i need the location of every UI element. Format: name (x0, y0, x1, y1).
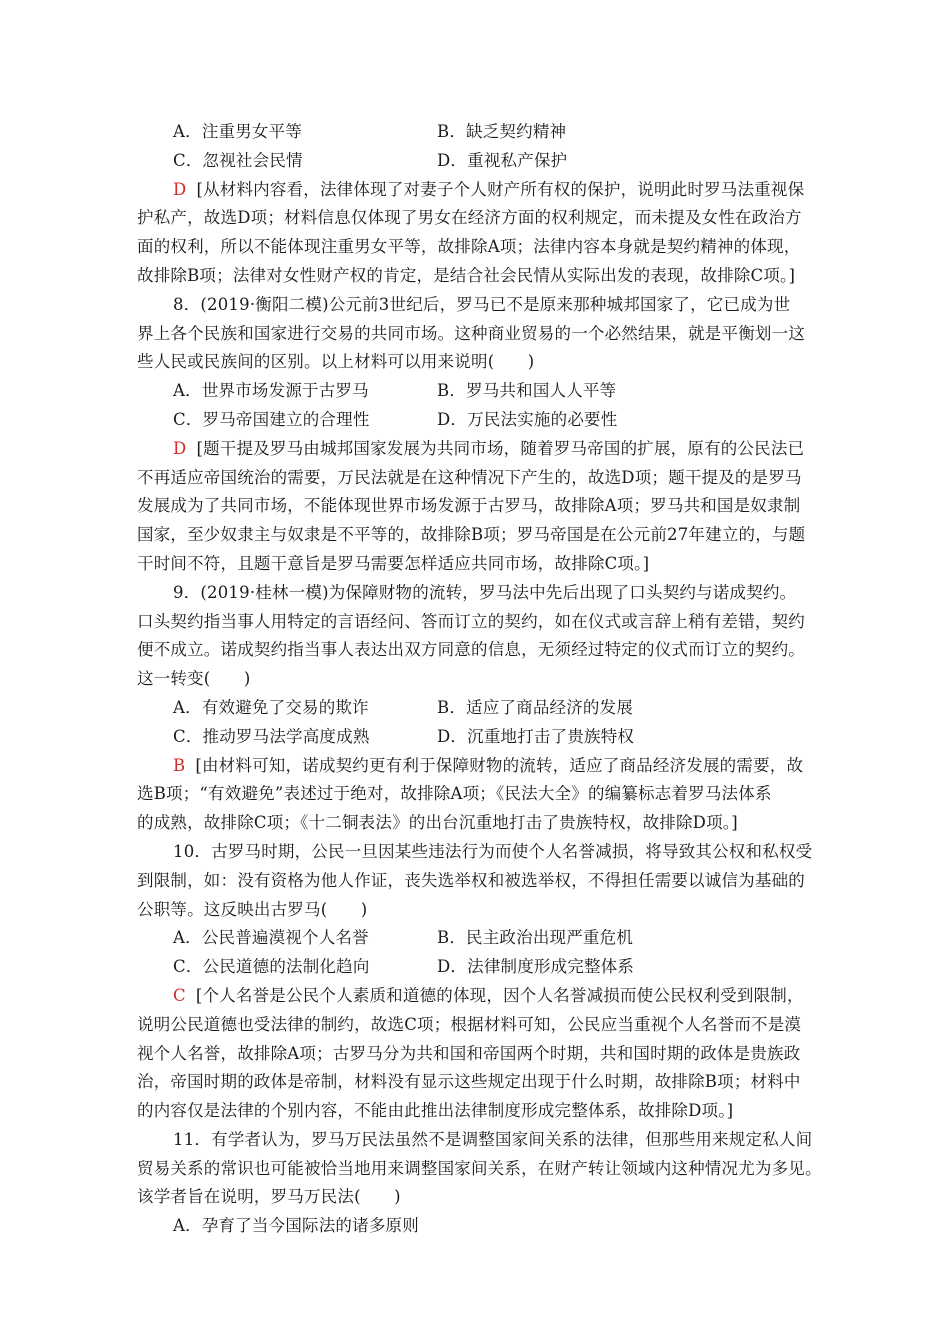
q11-stem-line-2: 贸易关系的常识也可能被恰当地用来调整国家间关系，在财产转让领域内这种情况尤为多见。 (137, 1158, 822, 1178)
q8-option-c: C．罗马帝国建立的合理性 (173, 409, 370, 429)
q8-option-a: A．世界市场发源于古罗马 (173, 381, 369, 401)
q7-explanation-line-1: D [从材料内容看，法律体现了对妻子个人财产所有权的保护，说明此时罗马法重视保 (173, 179, 805, 199)
q10-explanation-line-2: 说明公民道德也受法律的制约，故选C项；根据材料可知，公民应当重视个人名誉而不是漠 (137, 1014, 802, 1034)
q8-stem-line-1: 8．(2019·衡阳二模)公元前3世纪后，罗马已不是原来那种城邦国家了，它已成为世 (173, 294, 791, 314)
q7-options-row-2 (137, 147, 817, 176)
q9-explanation-line-1: B [由材料可知，诺成契约更有利于保障财物的流转，适应了商品经济发展的需要，故 (173, 755, 804, 775)
q10-explanation-line-4: 治，帝国时期的政体是帝制，材料没有显示这些规定出现于什么时期，故排除B项；材料中 (137, 1072, 801, 1092)
q8-explanation-line-5: 干时间不符，且题干意旨是罗马需要怎样适应共同市场，故排除C项。] (137, 553, 650, 573)
q10-options-row-2 (137, 953, 817, 982)
q11-option-a: A．孕育了当今国际法的诸多原则 (173, 1216, 419, 1236)
q9-stem-line-2: 口头契约指当事人用特定的言语经问、答而订立的契约，如在仪式或言辞上稍有差错，契约 (137, 611, 805, 631)
q9-option-a: A．有效避免了交易的欺诈 (173, 697, 369, 717)
q10-explanation-line-1: C [个人名誉是公民个人素质和道德的体现，因个人名誉减损而使公民权利受到限制， (173, 985, 804, 1005)
q10-stem-line-1: 10．古罗马时期，公民一旦因某些违法行为而使个人名誉减损，将导致其公权和私权受 (173, 841, 813, 861)
q10-option-a: A．公民普遍漠视个人名誉 (173, 928, 369, 948)
q11-options-row-1 (137, 1212, 817, 1241)
q10-answer: C (173, 985, 186, 1005)
q10-stem-line-3: 公职等。这反映出古罗马( ) (137, 899, 368, 919)
q8-stem-line-3: 些人民或民族间的区别。以上材料可以用来说明( ) (137, 352, 535, 372)
q8-options-row-2 (137, 406, 817, 435)
q7-option-a: A．注重男女平等 (173, 122, 303, 141)
q8-explanation-line-3: 发展成为了共同市场，不能体现世界市场发源于古罗马，故排除A项；罗马共和国是奴隶制 (137, 496, 801, 516)
q11-stem-line-3: 该学者旨在说明，罗马万民法( ) (137, 1187, 401, 1207)
q9-option-d: D．沉重地打击了贵族特权 (437, 726, 635, 746)
q9-explanation-line-3: 的成熟，故排除C项；《十二铜表法》的出台沉重地打击了贵族特权，故排除D项。] (137, 813, 738, 833)
q7-answer: D (173, 179, 187, 199)
q7-explanation-line-2: 护私产，故选D项；材料信息仅体现了男女在经济方面的权利规定，而未提及女性在政治方 (137, 208, 802, 228)
q9-answer: B (173, 755, 186, 775)
q8-explanation-line-2: 不再适应帝国统治的需要，万民法就是在这种情况下产生的，故选D项；题干提及的是罗马 (137, 467, 802, 487)
q10-option-b: B．民主政治出现严重危机 (437, 928, 634, 948)
q8-stem-line-2: 界上各个民族和国家进行交易的共同市场。这种商业贸易的一个必然结果，就是平衡划一这 (137, 323, 805, 343)
q10-explanation-line-3: 视个人名誉，故排除A项；古罗马分为共和国和帝国两个时期，共和国时期的政体是贵族政 (137, 1043, 801, 1063)
q9-explanation-line-2: 选B项；“有效避免”表述过于绝对，故排除A项；《民法大全》的编纂标志着罗马法体系 (137, 784, 772, 804)
q9-options-row-2 (137, 723, 817, 752)
q10-option-c: C．公民道德的法制化趋向 (173, 957, 370, 977)
q9-option-b: B．适应了商品经济的发展 (437, 697, 634, 717)
q9-options-row-1 (137, 694, 817, 723)
q9-stem-line-1: 9．(2019·桂林一模)为保障财物的流转，罗马法中先后出现了口头契约与诺成契约。 (173, 582, 797, 602)
q8-option-b: B．罗马共和国人人平等 (437, 381, 617, 401)
q11-stem-line-1: 11．有学者认为，罗马万民法虽然不是调整国家间关系的法律，但那些用来规定私人间 (173, 1129, 813, 1149)
q7-option-b: B．缺乏契约精神 (437, 122, 567, 141)
q9-stem-line-4: 这一转变( ) (137, 669, 251, 689)
q8-options-row-1 (137, 377, 817, 406)
q7-option-d: D．重视私产保护 (437, 150, 568, 170)
q7-options-row-1 (137, 118, 817, 147)
q8-explanation-line-1: D [题干提及罗马由城邦国家发展为共同市场，随着罗马帝国的扩展，原有的公民法已 (173, 438, 805, 458)
q10-option-d: D．法律制度形成完整体系 (437, 957, 635, 977)
q10-stem-line-2: 到限制，如：没有资格为他人作证，丧失选举权和被选举权，不得担任需要以诚信为基础的 (137, 870, 805, 890)
q8-option-d: D．万民法实施的必要性 (437, 409, 618, 429)
q8-explanation-line-4: 国家，至少奴隶主与奴隶是不平等的，故排除B项；罗马帝国是在公元前27年建立的，与题 (137, 525, 806, 545)
q10-explanation-line-5: 的内容仅是法律的个别内容，不能由此推出法律制度形成完整体系，故排除D项。] (137, 1101, 734, 1121)
q7-explanation-line-3: 面的权利，所以不能体现注重男女平等，故排除A项；法律内容本身就是契约精神的体现， (137, 237, 801, 257)
q7-explanation-line-4: 故排除B项；法律对女性财产权的肯定，是结合社会民情从实际出发的表现，故排除C项。] (137, 265, 796, 285)
q9-option-c: C．推动罗马法学高度成熟 (173, 726, 370, 746)
q10-options-row-1 (137, 924, 817, 953)
q9-stem-line-3: 便不成立。诺成契约指当事人表达出双方同意的信息，无须经过特定的仪式而订立的契约。 (137, 640, 805, 660)
document-page (137, 118, 822, 1241)
q7-option-c: C．忽视社会民情 (173, 150, 303, 170)
q8-answer: D (173, 438, 187, 458)
